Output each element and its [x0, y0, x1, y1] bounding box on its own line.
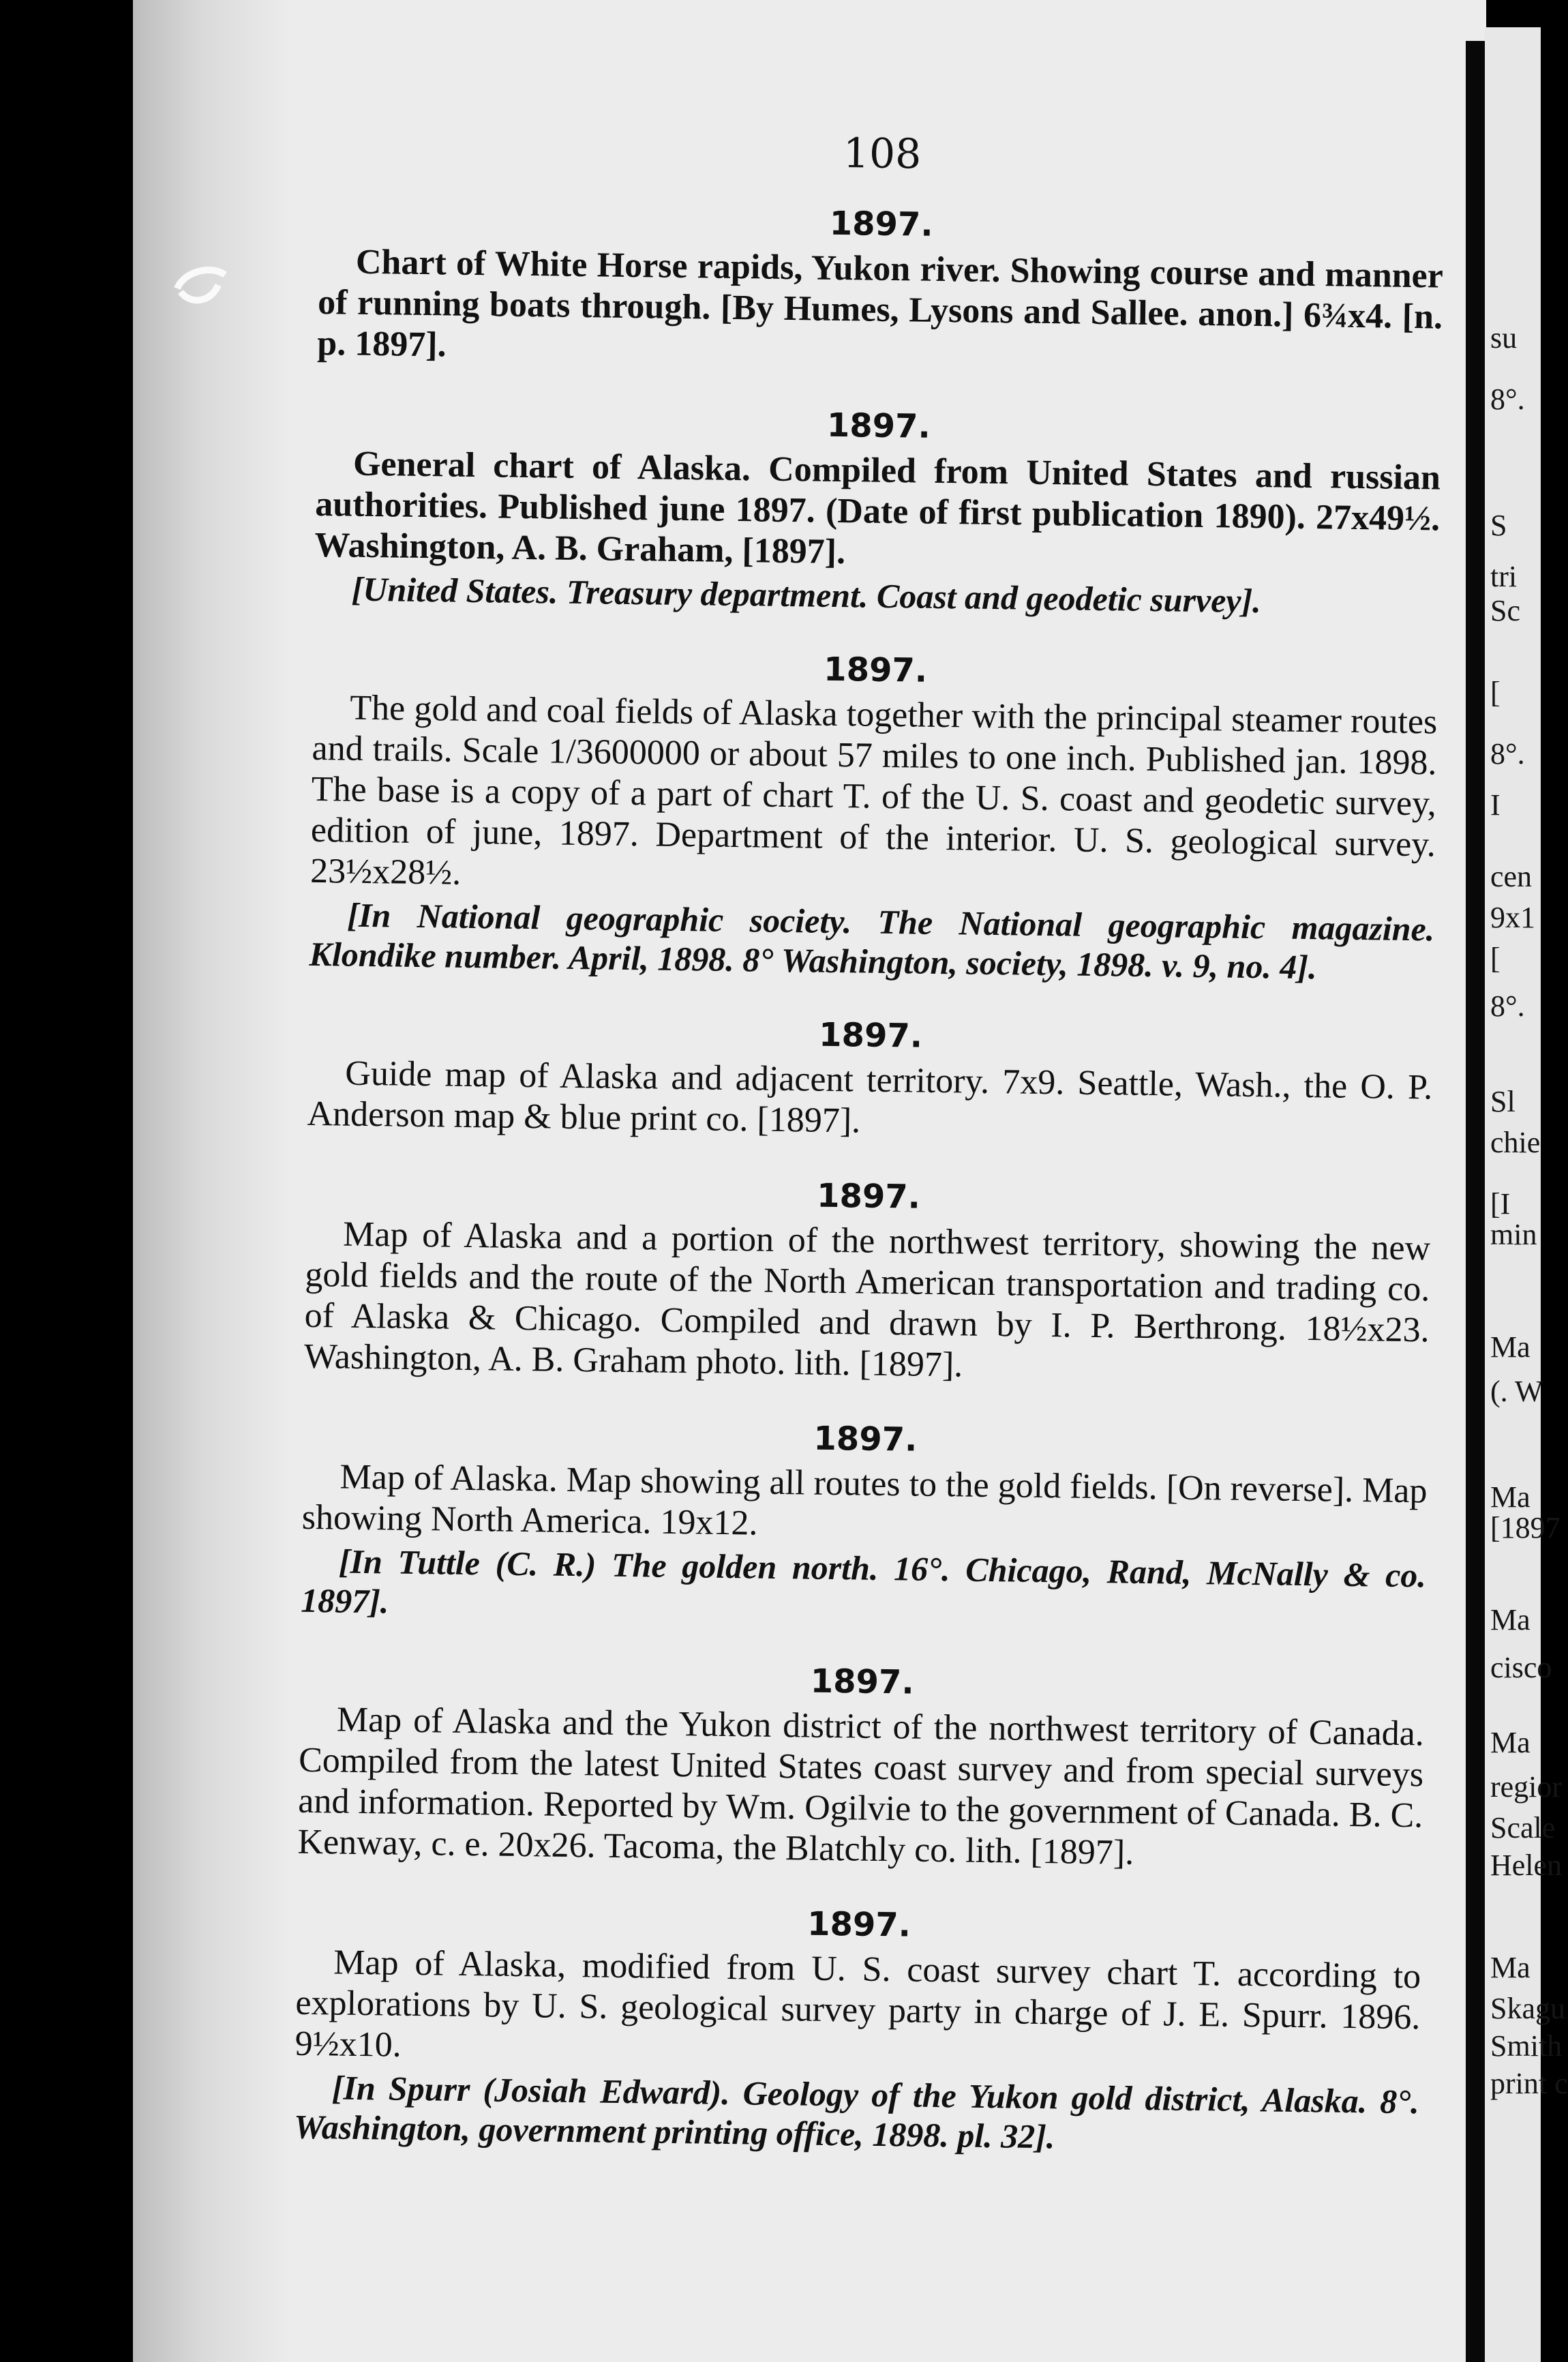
- entry-text: Map of Alaska. Map showing all routes to the gold fields. [On reverse]. Map showing North America. 19x12.: [301, 1457, 1428, 1543]
- entry: [309, 644, 1438, 989]
- adjacent-page-fragment: Scale: [1490, 1811, 1556, 1844]
- page-number: 108: [843, 130, 922, 179]
- entry-year: 1897.: [806, 1904, 911, 1945]
- adjacent-page-fragment: Ma: [1490, 1330, 1531, 1364]
- entry: [294, 1898, 1422, 2162]
- adjacent-page-fragment: Ma: [1490, 1480, 1531, 1514]
- entry-text: Guide map of Alaska and adjacent territory. 7x9. Seattle, Wash., the O. P. Anderson map & blue print co. [1897].: [307, 1053, 1433, 1141]
- entry-note: [United States. Treasury department. Coast and geodetic survey].: [351, 569, 1262, 621]
- adjacent-page-fragment: 8°.: [1490, 989, 1525, 1023]
- adjacent-page-fragment: Ma: [1490, 1726, 1531, 1759]
- adjacent-page-fragment: Sc: [1490, 594, 1520, 627]
- adjacent-page-fragment: Helen: [1490, 1849, 1563, 1882]
- adjacent-page-fragment: 8°.: [1490, 383, 1525, 416]
- entry: [307, 1009, 1433, 1150]
- entry-year: 1897.: [816, 1176, 921, 1216]
- adjacent-page-fragment: print c: [1490, 2067, 1568, 2100]
- entry-note: [In Spurr (Josiah Edward). Geology of the Yukon gold district, Alaska. 8°. Washington, government printing office, 1898. pl. 32].: [293, 2068, 1420, 2156]
- entry-text: Map of Alaska, modified from U. S. coast survey chart T. according to explorations by U. S. geological survey party in charge of J. E. Spurr. 1896. 9½x10.: [295, 1943, 1421, 2065]
- adjacent-page-fragment: [I: [1490, 1187, 1511, 1221]
- adjacent-page-fragment: tri: [1490, 560, 1518, 593]
- entry-text: The gold and coal fields of Alaska together with the principal steamer routes and trails. Scale 1/3600000 or about 57 miles to one inch. Published jan. 1898. The base is a copy of a part of chart T. of the U. S. coast and geodetic survey, edition of june, 1897. Department of the interior. U. S. geological survey. 23½x28½.: [310, 688, 1438, 893]
- adjacent-page-fragment: regior: [1490, 1770, 1563, 1804]
- adjacent-page-fragment: Smith: [1490, 2029, 1563, 2063]
- adjacent-page-strip: [1485, 27, 1568, 2362]
- page-edge-shadow: [133, 0, 290, 2362]
- adjacent-page-fragment: Sl: [1490, 1085, 1516, 1118]
- entry: [314, 400, 1441, 623]
- entry-year: 1897.: [810, 1662, 915, 1702]
- adjacent-page-fragment: (. W: [1490, 1375, 1543, 1408]
- page-gutter: [1466, 41, 1485, 2362]
- entry: [304, 1170, 1432, 1392]
- adjacent-page-fragment: [1897: [1490, 1511, 1561, 1544]
- adjacent-page-fragment: [: [1490, 676, 1501, 709]
- adjacent-page-fragment: Ma: [1490, 1951, 1531, 1984]
- adjacent-page-fragment: cen: [1490, 860, 1533, 893]
- entry-year: 1897.: [829, 204, 933, 244]
- adjacent-page-fragment: 8°.: [1490, 737, 1525, 771]
- entry-text: General chart of Alaska. Compiled from United States and russian authorities. Published june 1897. (Date of first publication 1890). 27x49½. Washington, A. B. Graham, [1897].: [314, 444, 1441, 572]
- adjacent-page-fragment: min: [1490, 1218, 1537, 1251]
- adjacent-page-fragment: Ma: [1490, 1603, 1531, 1636]
- adjacent-page-fragment: 9x1: [1490, 901, 1535, 934]
- entry: [297, 1656, 1425, 1878]
- entry: [317, 198, 1444, 379]
- entry-text: Chart of White Horse rapids, Yukon river. Showing course and manner of running boats through. [By Humes, Lysons and Sallee. anon.] 6¾x4. [n. p. 1897].: [316, 242, 1444, 365]
- entry-note: [In Tuttle (C. R.) The golden north. 16°. Chicago, Rand, McNally & co. 1897].: [300, 1542, 1427, 1621]
- entry-year: 1897.: [818, 1015, 923, 1056]
- adjacent-page-fragment: su: [1490, 321, 1518, 355]
- adjacent-page-fragment: S: [1490, 509, 1507, 542]
- entry-year: 1897.: [823, 650, 928, 690]
- adjacent-page-fragment: chie: [1490, 1126, 1541, 1159]
- entry-year: 1897.: [826, 406, 931, 446]
- adjacent-page-fragment: I: [1490, 788, 1501, 822]
- margin-mark-icon: [170, 258, 232, 312]
- adjacent-page-fragment: Skagu: [1490, 1992, 1565, 2025]
- entry: [301, 1413, 1428, 1635]
- entry-text: Map of Alaska and a portion of the northwest territory, showing the new gold fields and the route of the North American transportation and trading co. of Alaska & Chicago. Compiled and drawn by I. P. Berthrong. 18½x23. Washington, A. B. Graham photo. lith. [1897].: [303, 1214, 1431, 1385]
- page-body: [293, 102, 1445, 2196]
- entry-text: Map of Alaska and the Yukon district of the northwest territory of Canada. Compiled from the latest United States coast survey and from special surveys and information. Reported by Wm. Ogilvie to the government of Canada. B. C. Kenway, c. e. 20x26. Tacoma, the Blatchly co. lith. [1897].: [297, 1700, 1425, 1872]
- entry-year: 1897.: [813, 1419, 918, 1459]
- entry-note: [In National geographic society. The National geographic magazine. Klondike number. April, 1898. 8° Washington, society, 1898. v. 9, no. 4].: [309, 895, 1435, 987]
- adjacent-page-fragment: [: [1490, 942, 1501, 975]
- adjacent-page-fragment: cisco: [1490, 1651, 1552, 1684]
